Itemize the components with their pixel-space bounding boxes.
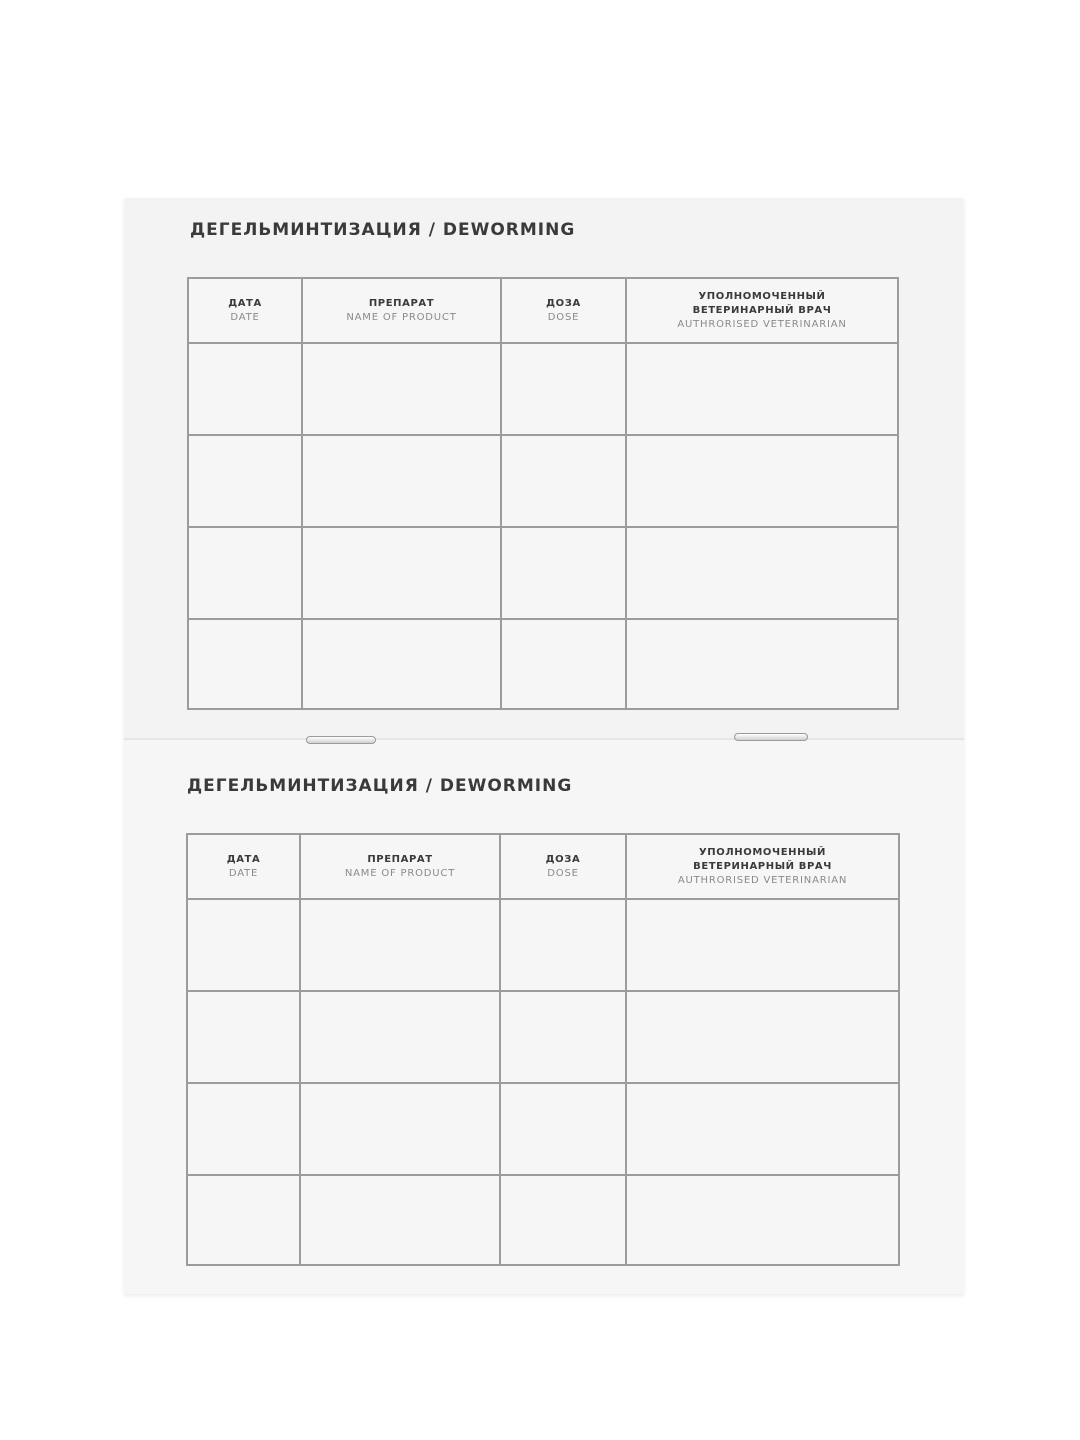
- veterinarian-cell[interactable]: [626, 899, 899, 991]
- veterinarian-cell[interactable]: [626, 991, 899, 1083]
- header-product: ПРЕПАРАТ NAME OF PRODUCT: [300, 834, 500, 899]
- date-cell[interactable]: [187, 1083, 300, 1175]
- date-cell[interactable]: [187, 899, 300, 991]
- header-veterinarian: УПОЛНОМОЧЕННЫЙ ВЕТЕРИНАРНЫЙ ВРАЧ AUTHRORISED VETERINARIAN: [626, 278, 898, 343]
- table-row: [188, 527, 898, 619]
- deworming-table-bottom: [186, 833, 900, 1266]
- product-cell[interactable]: [300, 1175, 500, 1265]
- table-header-row: [188, 278, 898, 343]
- product-cell[interactable]: [300, 1083, 500, 1175]
- date-cell[interactable]: [187, 991, 300, 1083]
- product-cell[interactable]: [302, 619, 501, 709]
- dose-cell[interactable]: [501, 343, 626, 435]
- dose-cell[interactable]: [501, 435, 626, 527]
- header-date: ДАТА DATE: [187, 834, 300, 899]
- header-date: ДАТА DATE: [188, 278, 302, 343]
- section-title-bottom: ДЕГЕЛЬМИНТИЗАЦИЯ / DEWORMING: [187, 776, 573, 796]
- header-dose: ДОЗА DOSE: [500, 834, 626, 899]
- veterinarian-cell[interactable]: [626, 435, 898, 527]
- product-cell[interactable]: [302, 435, 501, 527]
- product-cell[interactable]: [300, 899, 500, 991]
- table-row: [188, 343, 898, 435]
- header-product: ПРЕПАРАТ NAME OF PRODUCT: [302, 278, 501, 343]
- product-cell[interactable]: [300, 991, 500, 1083]
- header-dose: ДОЗА DOSE: [501, 278, 626, 343]
- dose-cell[interactable]: [500, 1175, 626, 1265]
- table-header-row: [187, 834, 899, 899]
- booklet-fold: [124, 738, 964, 740]
- veterinarian-cell[interactable]: [626, 1083, 899, 1175]
- table-row: [188, 435, 898, 527]
- date-cell[interactable]: [187, 1175, 300, 1265]
- veterinarian-cell[interactable]: [626, 343, 898, 435]
- deworming-table-top: [187, 277, 899, 710]
- veterinarian-cell[interactable]: [626, 527, 898, 619]
- table-row: [187, 1083, 899, 1175]
- staple-left: [306, 736, 376, 744]
- dose-cell[interactable]: [500, 1083, 626, 1175]
- veterinarian-cell[interactable]: [626, 619, 898, 709]
- product-cell[interactable]: [302, 343, 501, 435]
- product-cell[interactable]: [302, 527, 501, 619]
- date-cell[interactable]: [188, 527, 302, 619]
- table-row: [187, 991, 899, 1083]
- staple-right: [734, 733, 808, 741]
- date-cell[interactable]: [188, 343, 302, 435]
- date-cell[interactable]: [188, 435, 302, 527]
- table-row: [187, 899, 899, 991]
- header-veterinarian: УПОЛНОМОЧЕННЫЙ ВЕТЕРИНАРНЫЙ ВРАЧ AUTHRORISED VETERINARIAN: [626, 834, 899, 899]
- dose-cell[interactable]: [500, 991, 626, 1083]
- table-row: [187, 1175, 899, 1265]
- section-title-top: ДЕГЕЛЬМИНТИЗАЦИЯ / DEWORMING: [190, 220, 576, 240]
- dose-cell[interactable]: [500, 899, 626, 991]
- table-row: [188, 619, 898, 709]
- dose-cell[interactable]: [501, 619, 626, 709]
- veterinarian-cell[interactable]: [626, 1175, 899, 1265]
- date-cell[interactable]: [188, 619, 302, 709]
- dose-cell[interactable]: [501, 527, 626, 619]
